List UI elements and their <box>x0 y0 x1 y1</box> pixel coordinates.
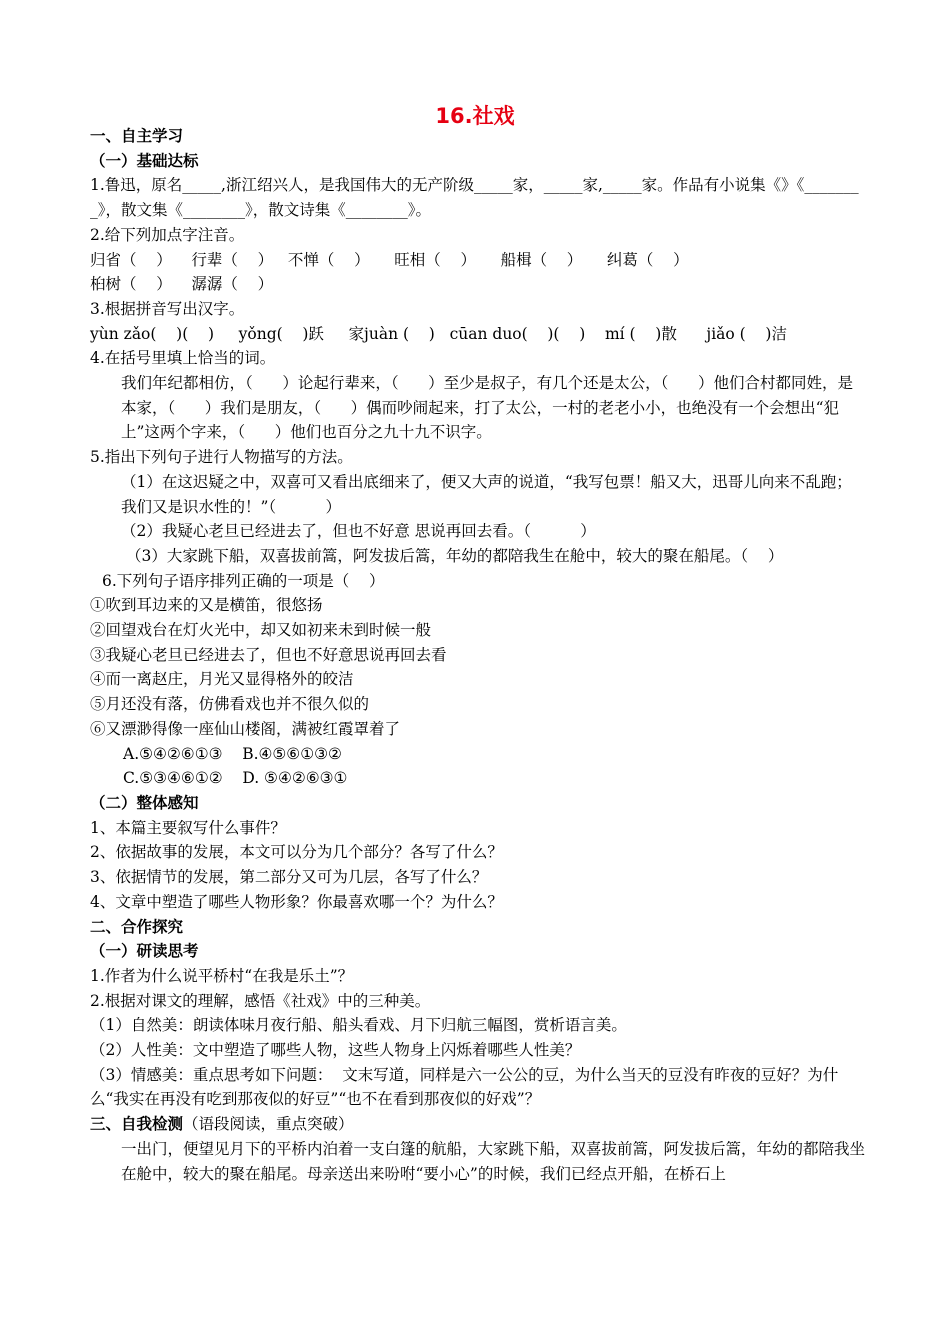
line-text: （2）人性美：文中塑造了哪些人物，这些人物身上闪烁着哪些人性美？ <box>90 1041 581 1060</box>
text-line <box>90 1038 865 1063</box>
text-line <box>90 544 865 569</box>
line-text: ③我疑心老旦已经进去了，但也不好意思说再回去看 <box>90 645 447 664</box>
text-line <box>90 643 865 668</box>
line-text: ①吹到耳边来的又是横笛，很悠扬 <box>90 596 323 615</box>
text-line <box>90 964 865 989</box>
text-line <box>90 618 865 643</box>
line-text: （1）自然美：朗读体味月夜行船、船头看戏、月下归航三幅图，赏析语言美。 <box>90 1016 627 1035</box>
text-line <box>90 371 865 445</box>
line-text: ⑤月还没有落，仿佛看戏也并不很久似的 <box>90 695 370 714</box>
text-line <box>90 173 865 222</box>
line-text: 6.下列句子语序排列正确的一项是（ ） <box>102 571 385 590</box>
section-heading <box>90 915 865 940</box>
section-heading <box>90 124 865 149</box>
text-line <box>90 569 865 594</box>
text-line <box>90 816 865 841</box>
line-text: ②回望戏台在灯火光中，却又如初来未到时候一般 <box>90 621 432 640</box>
document-body <box>90 124 865 1186</box>
line-text: 一出门，便望见月下的平桥内泊着一支白篷的航船，大家跳下船，双喜拔前篙，阿发拔后篙，年幼的都陪我坐在舱中，较大的聚在船尾。母亲送出来吩咐“要小心”的时候，我们已经点开船，在桥石上 <box>121 1139 866 1183</box>
text-line <box>90 717 865 742</box>
text-line <box>90 593 865 618</box>
line-text: 我们年纪都相仿，（ ）论起行辈来，（ ）至少是叔子，有几个还是太公，（ ）他们合村都同姓，是本家，（ ）我们是朋友，（ ）偶而吵闹起来，打了太公，一村的老老小小，也绝没有一个会想出“犯上”这两个字来，（ ）他们也百分之九十九不识字。 <box>121 374 853 442</box>
text-line <box>90 519 865 544</box>
text-line <box>90 223 865 248</box>
line-text: （二）整体感知 <box>90 793 199 812</box>
line-text: 一、自主学习 <box>90 127 184 145</box>
text-line <box>90 890 865 915</box>
line-text: （2）我疑心老旦已经进去了，但也不好意 思说再回去看。（ ） <box>121 522 596 541</box>
text-line <box>90 840 865 865</box>
text-line <box>90 1137 865 1186</box>
line-text: ④而一离赵庄，月光又显得格外的皎洁 <box>90 670 354 689</box>
section-heading <box>90 149 865 174</box>
line-text: 二、合作探究 <box>90 917 184 936</box>
line-text: 3.根据拼音写出汉字。 <box>90 299 245 318</box>
line-text: 2、依据故事的发展，本文可以分为几个部分？各写了什么？ <box>90 843 503 862</box>
line-text: （一）基础达标 <box>90 151 199 170</box>
text-line <box>90 322 865 347</box>
page-title: 16.社戏 <box>435 104 515 128</box>
line-text: （一）研读思考 <box>90 942 199 961</box>
text-line <box>90 1013 865 1038</box>
line-text: 2.给下列加点字注音。 <box>90 225 245 244</box>
line-text: 桕树（ ） 潺潺（ ） <box>90 275 274 294</box>
text-line <box>90 989 865 1014</box>
text-line <box>90 248 865 273</box>
text-line <box>90 766 865 791</box>
text-line <box>90 692 865 717</box>
line-text: 5.指出下列句子进行人物描写的方法。 <box>90 448 353 467</box>
line-text: 4、文章中塑造了哪些人物形象？你最喜欢哪一个？为什么？ <box>90 892 503 911</box>
line-text: 1.作者为什么说平桥村“在我是乐土”？ <box>90 966 354 985</box>
text-line <box>90 445 865 470</box>
line-text: yùn zǎo( )( ) yǒng( )跃 家juàn ( ) cūan duo( )( ) mí ( )散 jiǎo ( )洁 <box>90 324 787 343</box>
text-line <box>90 297 865 322</box>
line-text: 4.在括号里填上恰当的词。 <box>90 349 276 368</box>
line-text: 三、自我检测 <box>90 1115 184 1134</box>
text-line <box>90 346 865 371</box>
line-text: （3）大家跳下船，双喜拔前篙，阿发拔后篙，年幼的都陪我生在舱中，较大的聚在船尾。（ ） <box>126 546 784 565</box>
line-text: 3、依据情节的发展，第二部分又可为几层，各写了什么？ <box>90 868 488 887</box>
text-line <box>90 865 865 890</box>
text-line <box>90 470 865 519</box>
heading-note: （语段阅读，重点突破） <box>183 1115 354 1134</box>
text-line <box>90 272 865 297</box>
line-text: C.⑤③④⑥①② D. ⑤④②⑥③① <box>123 769 348 788</box>
line-text: 2.根据对课文的理解，感悟《社戏》中的三种美。 <box>90 991 431 1010</box>
section-heading <box>90 1112 865 1137</box>
line-text: （3）情感美：重点思考如下问题： 文末写道，同样是六一公公的豆，为什么当天的豆没有昨夜的豆好？为什么“我实在再没有吃到那夜似的好豆”“也不在看到那夜似的好戏”？ <box>90 1065 839 1109</box>
line-text: 1.鲁迅，原名_____,浙江绍兴人，是我国伟大的无产阶级_____家，_____家,_____家。作品有小说集《》《________》，散文集《________》，散文诗集《________》。 <box>90 176 859 220</box>
section-heading <box>90 939 865 964</box>
line-text: 归省（ ） 行辈（ ） 不惮（ ） 旺相（ ） 船楫（ ） 纠葛（ ） <box>90 250 689 269</box>
text-line <box>90 1063 865 1112</box>
line-text: A.⑤④②⑥①③ B.④⑤⑥①③② <box>123 744 342 763</box>
text-line <box>90 742 865 767</box>
line-text: ⑥又漂渺得像一座仙山楼阁，满被红霞罩着了 <box>90 719 401 738</box>
section-heading <box>90 791 865 816</box>
line-text: （1）在这迟疑之中，双喜可又看出底细来了，便又大声的说道，“我写包票！船又大，迅哥儿向来不乱跑；我们又是识水性的！”（ ） <box>121 472 852 516</box>
line-text: 1、本篇主要叙写什么事件？ <box>90 818 286 837</box>
text-line <box>90 667 865 692</box>
